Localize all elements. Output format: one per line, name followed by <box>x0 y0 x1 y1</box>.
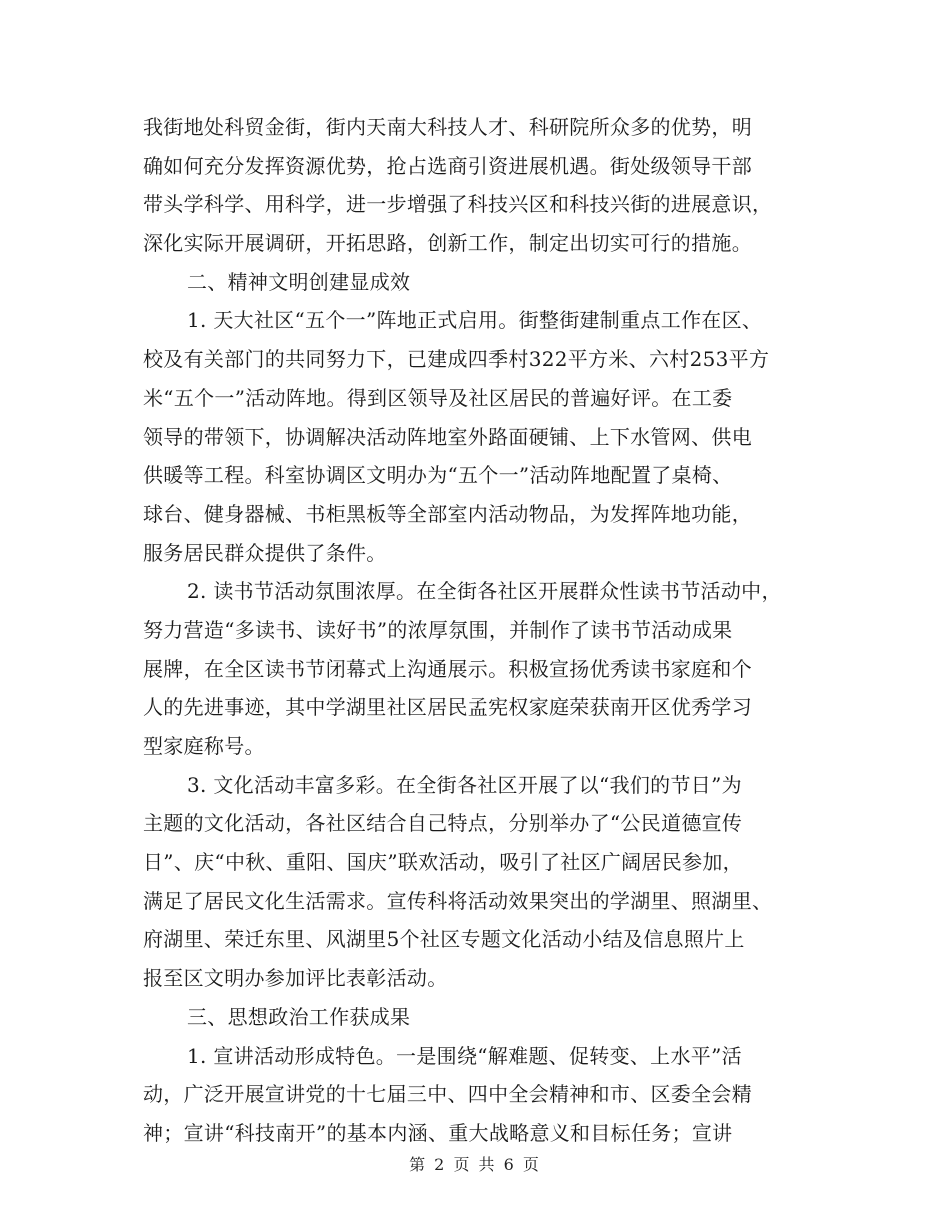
page-footer: 第 2 页 共 6 页 <box>409 1155 541 1174</box>
text-line: 球台、健身器械、书柜黑板等全部室内活动物品，为发挥阵地功能， <box>143 501 752 526</box>
text-line: 深化实际开展调研，开拓思路，创新工作，制定出切实可行的措施。 <box>143 231 752 256</box>
text-line: 带头学科学、用科学，进一步增强了科技兴区和科技兴街的进展意识， <box>143 192 773 217</box>
text-line: 主题的文化活动，各社区结合自己特点，分别举办了“公民道德宣传 <box>143 811 743 836</box>
text-line: 服务居民群众提供了条件。 <box>143 540 387 565</box>
text-line: 二、精神文明创建显成效 <box>187 269 411 294</box>
text-line: 校及有关部门的共同努力下，已建成四季村322平方米、六村253平方 <box>143 347 770 372</box>
text-line: 3. 文化活动丰富多彩。在全街各社区开展了以“我们的节日”为 <box>187 772 742 797</box>
text-line: 1. 天大社区“五个一”阵地正式启用。街整街建制重点工作在区、 <box>187 308 763 333</box>
text-line: 1. 宣讲活动形成特色。一是围绕“解难题、促转变、上水平”活 <box>187 1043 742 1068</box>
text-line: 报至区文明办参加评比表彰活动。 <box>143 966 448 991</box>
text-line: 日”、庆“中秋、重阳、国庆”联欢活动，吸引了社区广阔居民参加， <box>143 850 743 875</box>
text-line: 满足了居民文化生活需求。宣传科将活动效果突出的学湖里、照湖里、 <box>143 888 773 913</box>
text-line: 府湖里、荣迁东里、风湖里5个社区专题文化活动小结及信息照片上 <box>143 927 745 952</box>
text-line: 神；宣讲“科技南开”的基本内涵、重大战略意义和目标任务；宣讲 <box>143 1120 733 1145</box>
text-line: 人的先进事迹，其中学湖里社区居民孟宪权家庭荣获南开区优秀学习 <box>143 695 752 720</box>
text-line: 三、思想政治工作获成果 <box>187 1004 411 1029</box>
text-line: 努力营造“多读书、读好书”的浓厚氛围，并制作了读书节活动成果 <box>143 617 733 642</box>
document-body <box>143 108 813 1153</box>
text-line: 型家庭称号。 <box>143 734 265 758</box>
text-line: 展牌，在全区读书节闭幕式上沟通展示。积极宣扬优秀读书家庭和个 <box>143 656 752 681</box>
text-line: 确如何充分发挥资源优势，抢占选商引资进展机遇。街处级领导干部 <box>143 153 752 178</box>
text-line: 2. 读书节活动氛围浓厚。在全街各社区开展群众性读书节活动中， <box>187 579 782 604</box>
text-line: 我街地处科贸金街，街内天南大科技人才、科研院所众多的优势，明 <box>143 115 752 139</box>
text-line: 领导的带领下，协调解决活动阵地室外路面硬铺、上下水管网、供电 <box>143 424 752 449</box>
text-line: 动，广泛开展宣讲党的十七届三中、四中全会精神和市、区委全会精 <box>143 1082 752 1107</box>
text-line: 供暖等工程。科室协调区文明办为“五个一”活动阵地配置了桌椅、 <box>143 463 733 488</box>
text-line: 米“五个一”活动阵地。得到区领导及社区居民的普遍好评。在工委 <box>143 385 733 410</box>
